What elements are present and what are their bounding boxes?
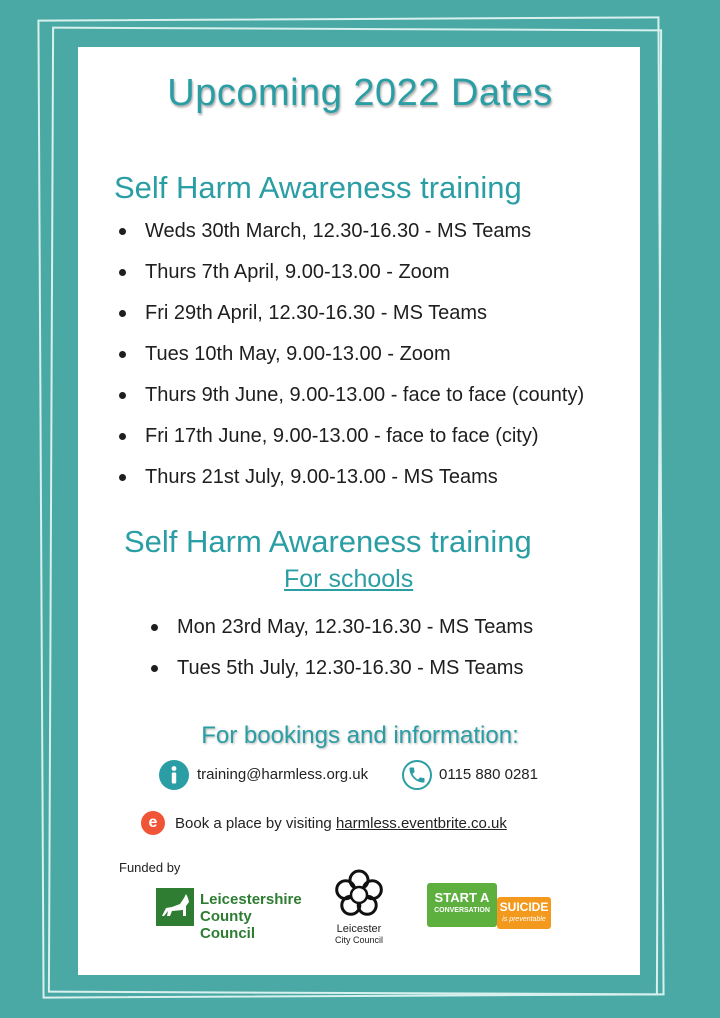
fox-icon xyxy=(156,886,196,928)
list-item: Weds 30th March, 12.30-16.30 - MS Teams xyxy=(117,211,584,252)
list-item: Thurs 7th April, 9.00-13.00 - Zoom xyxy=(117,252,584,293)
leicestershire-name: Leicestershire County Council xyxy=(200,891,302,942)
leicester-name: Leicester City Council xyxy=(334,923,383,945)
schools-subheading: For schools xyxy=(284,565,414,593)
info-icon xyxy=(159,760,189,790)
rose-icon xyxy=(331,866,387,922)
list-item: Tues 10th May, 9.00-13.00 - Zoom xyxy=(117,334,584,375)
start-bubble: START A CONVERSATION xyxy=(427,883,497,927)
poster-title: Upcoming 2022 Dates xyxy=(167,72,553,114)
booking-heading: For bookings and information: xyxy=(201,722,519,749)
list-item: Thurs 21st July, 9.00-13.00 - MS Teams xyxy=(117,457,584,498)
general-dates-list xyxy=(117,211,584,498)
eventbrite-link[interactable]: harmless.eventbrite.co.uk xyxy=(335,815,507,832)
funded-by-label: Funded by xyxy=(119,860,181,875)
list-item: Tues 5th July, 12.30-16.30 - MS Teams xyxy=(149,648,533,689)
contact-phone[interactable]: 0115 880 0281 xyxy=(439,766,538,783)
booking-prefix: Book a place by visiting xyxy=(175,815,332,832)
list-item: Fri 17th June, 9.00-13.00 - face to face (city) xyxy=(117,416,584,457)
booking-line xyxy=(175,815,507,832)
phone-icon xyxy=(402,760,432,790)
section-heading-general: Self Harm Awareness training xyxy=(114,170,522,205)
leicestershire-logo xyxy=(156,886,302,942)
leicester-city-logo xyxy=(326,866,392,950)
list-item: Mon 23rd May, 12.30-16.30 - MS Teams xyxy=(149,607,533,648)
start-a-conversation-logo xyxy=(427,883,553,941)
section-heading-schools: Self Harm Awareness training xyxy=(124,524,532,559)
schools-dates-list xyxy=(149,607,533,689)
list-item: Fri 29th April, 12.30-16.30 - MS Teams xyxy=(117,293,584,334)
suicide-bubble: SUICIDE is preventable xyxy=(497,897,551,929)
list-item: Thurs 9th June, 9.00-13.00 - face to face (county) xyxy=(117,375,584,416)
eventbrite-icon: e xyxy=(141,811,165,835)
contact-email[interactable]: training@harmless.org.uk xyxy=(197,766,369,783)
